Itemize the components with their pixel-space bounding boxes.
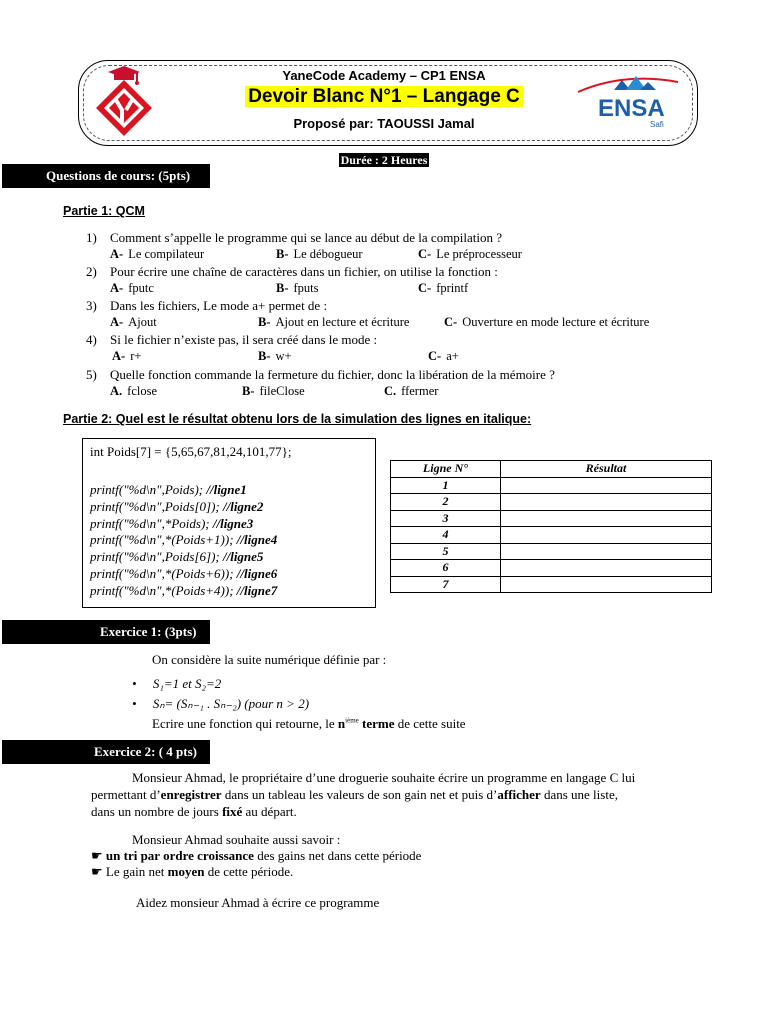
table-cell-ligne: 1 [391, 477, 501, 494]
table-cell-resultat[interactable] [501, 477, 712, 494]
question-text: Si le fichier n’existe pas, il sera créé dans le mode : [110, 332, 378, 347]
result-table [390, 460, 712, 593]
code-line: printf("%d\n",Poids); //ligne1 [90, 482, 247, 497]
code-line: printf("%d\n",Poids[6]); //ligne5 [90, 549, 264, 565]
code-line: printf("%d\n",*Poids); //ligne3 [90, 515, 254, 531]
table-cell-resultat[interactable] [501, 510, 712, 527]
exercice2-item2: ☛ Le gain net moyen de cette période. [91, 864, 294, 879]
answer-option: A- fputc [110, 281, 154, 295]
table-row [391, 576, 712, 593]
table-cell-resultat[interactable] [501, 527, 712, 544]
code-line: printf("%d\n",Poids[0]); //ligne2 [90, 498, 264, 514]
exercice2-item1: ☛ un tri par ordre croissance des gains net dans cette période [91, 848, 422, 863]
ensa-logo-sub: Safi [650, 120, 664, 129]
table-cell-resultat[interactable] [501, 576, 712, 593]
table-row [391, 494, 712, 511]
exercice2-p1-line3: dans un nombre de jours fixé au départ. [91, 804, 297, 819]
ensa-logo-icon [574, 70, 684, 132]
table-cell-resultat[interactable] [501, 494, 712, 511]
exercice2-p1-line2: permettant d’enregistrer dans un tableau les valeurs de son gain net et puis d’afficher dans une liste, [91, 787, 618, 802]
exercice1-intro: On considère la suite numérique définie par : [152, 652, 387, 667]
partie1-heading: Partie 1: QCM [63, 204, 145, 218]
answer-option: A- Le compilateur [110, 247, 205, 261]
table-row [391, 477, 712, 494]
question-number: 4) [86, 332, 97, 347]
pointing-hand-icon: ☛ [91, 848, 103, 863]
code-line: printf("%d\n",*(Poids+1)); //ligne4 [90, 532, 278, 548]
table-header-ligne: Ligne N° [391, 461, 501, 478]
table-row [391, 560, 712, 577]
exercice1-bullet2: • Sₙ= (Sₙ₋₁ . Sₙ₋₂) (pour n > 2) [132, 696, 310, 711]
answer-option: B- w+ [258, 349, 292, 363]
code-line: printf("%d\n",*(Poids+6)); //ligne6 [90, 566, 278, 581]
table-cell-resultat[interactable] [501, 560, 712, 577]
question-text: Dans les fichiers, Le mode a+ permet de : [110, 298, 328, 313]
answer-option: B- Le débogueur [276, 247, 363, 261]
answer-option: A- r+ [112, 349, 142, 363]
exercice2-p1-line1: Monsieur Ahmad, le propriétaire d’une droguerie souhaite écrire un programme en langage C lui [132, 770, 636, 785]
author-line: Proposé par: TAOUSSI Jamal [293, 116, 475, 131]
answer-option: A- Ajout [110, 315, 157, 329]
partie2-heading: Partie 2: Quel est le résultat obtenu lors de la simulation des lignes en italique: [63, 412, 532, 426]
answer-option: C- fprintf [418, 281, 469, 295]
question-text: Comment s’appelle le programme qui se lance au début de la compilation ? [110, 230, 503, 245]
table-cell-ligne: 4 [391, 527, 501, 544]
exercice2-p2: Monsieur Ahmad souhaite aussi savoir : [132, 832, 341, 847]
question-number: 1) [86, 230, 97, 245]
code-line: printf("%d\n",*(Poids+4)); //ligne7 [90, 582, 278, 598]
answer-option: B- fputs [276, 281, 319, 295]
table-row [391, 527, 712, 544]
question-number: 3) [86, 298, 97, 313]
table-cell-ligne: 5 [391, 543, 501, 560]
answer-option: C- Le préprocesseur [418, 247, 522, 261]
duration-text: Durée : 2 Heures [340, 153, 428, 167]
pointing-hand-icon: ☛ [91, 864, 103, 879]
table-cell-resultat[interactable] [501, 543, 712, 560]
question-text: Pour écrire une chaîne de caractères dans un fichier, on utilise la fonction : [110, 264, 498, 279]
answer-option: B- fileClose [242, 384, 305, 398]
question-number: 5) [86, 367, 97, 382]
academy-name: YaneCode Academy – CP1 ENSA [282, 68, 486, 83]
exercice1-task: Ecrire une fonction qui retourne, le $n^{ième}$ terme de cette suite [152, 716, 466, 731]
page-title-text: Devoir Blanc N°1 – Langage C [245, 86, 523, 107]
table-row [391, 543, 712, 560]
banner-questions-cours: Questions de cours: (5pts) [2, 164, 210, 188]
table-cell-ligne: 2 [391, 494, 501, 511]
answer-option: C- a+ [428, 349, 459, 363]
table-cell-ligne: 7 [391, 576, 501, 593]
exercice1-bullet1: • S₁=1 et S₂=2 [132, 676, 222, 691]
answer-option: A. fclose [110, 384, 158, 398]
code-declaration: int Poids[7] = {5,65,67,81,24,101,77}; [90, 444, 292, 459]
exercice2-closing: Aidez monsieur Ahmad à écrire ce programme [136, 895, 380, 910]
answer-option: C- Ouverture en mode lecture et écriture [444, 315, 650, 329]
table-header-resultat: Résultat [501, 461, 712, 478]
answer-option: B- Ajout en lecture et écriture [258, 315, 410, 329]
table-cell-ligne: 6 [391, 560, 501, 577]
answer-option: C. ffermer [384, 384, 439, 398]
table-row [391, 510, 712, 527]
table-cell-ligne: 3 [391, 510, 501, 527]
banner-exercice1: Exercice 1: (3pts) [2, 620, 210, 644]
question-number: 2) [86, 264, 97, 279]
question-text: Quelle fonction commande la fermeture du fichier, donc la libération de la mémoire ? [110, 367, 555, 382]
ensa-logo-text: ENSA [598, 95, 665, 122]
banner-exercice2: Exercice 2: ( 4 pts) [2, 740, 210, 764]
